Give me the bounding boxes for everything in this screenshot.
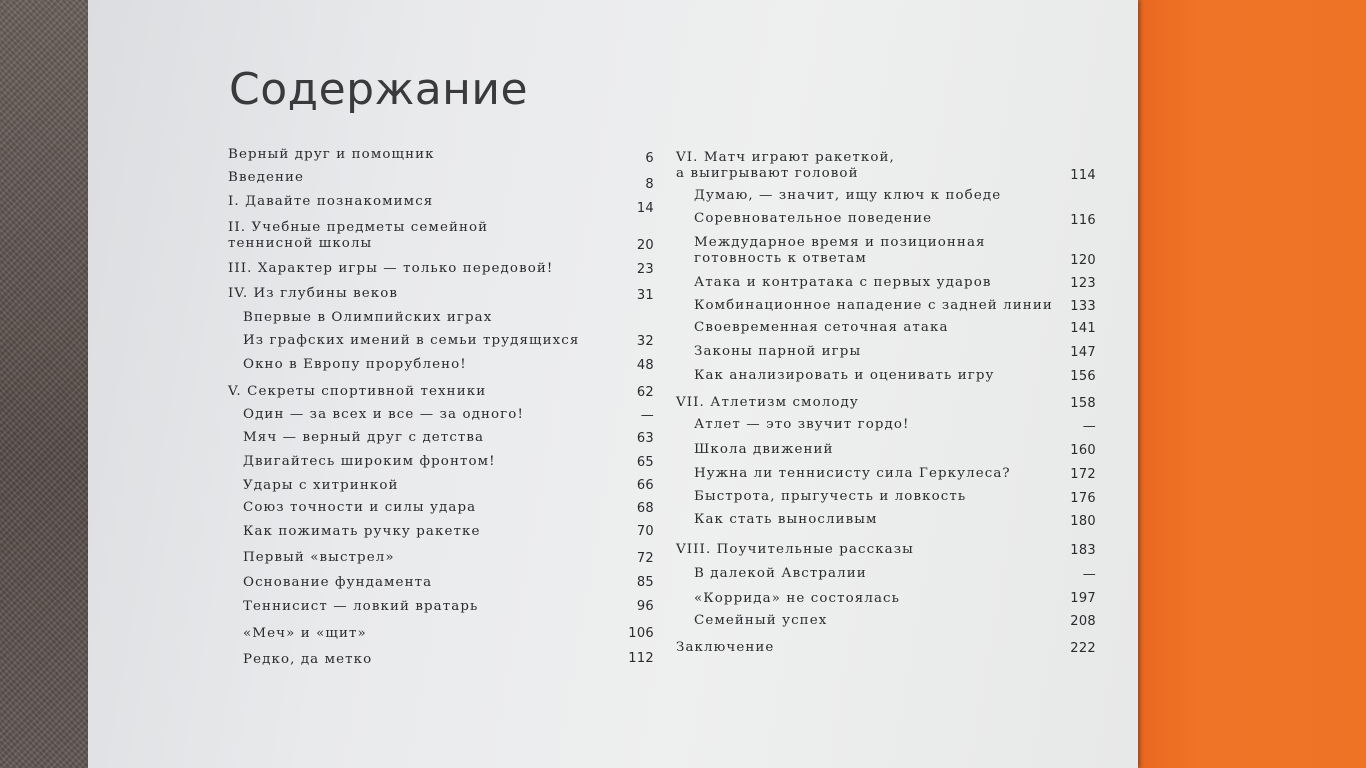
toc-page-number: 63	[636, 431, 654, 446]
toc-page-number: 147	[1070, 345, 1096, 360]
toc-entry-title: Соревновательное поведение	[694, 211, 933, 226]
toc-entry-title: Один — за всех и все — за одного!	[243, 407, 524, 422]
toc-entry-title: Теннисист — ловкий вратарь	[243, 599, 479, 614]
toc-entry-title: VIII. Поучительные рассказы	[676, 542, 914, 557]
toc-entry-title: «Коррида» не состоялась	[694, 591, 901, 606]
toc-entry-title: VII. Атлетизм смолоду	[676, 395, 859, 410]
toc-entry-title: Двигайтесь широким фронтом!	[243, 454, 496, 469]
toc-page-number: 197	[1070, 591, 1096, 606]
toc-entry-title: Как анализировать и оценивать игру	[694, 368, 995, 383]
toc-entry-title: Междударное время и позиционная	[694, 235, 986, 250]
toc-page-number: 48	[636, 358, 654, 373]
toc-page-number: 176	[1070, 491, 1096, 506]
toc-entry-title: Первый «выстрел»	[243, 550, 395, 565]
toc-page-number: 8	[645, 177, 654, 192]
toc-entry-title: В далекой Австралии	[694, 566, 867, 581]
toc-page-number: 160	[1070, 443, 1096, 458]
toc-page-number: 133	[1070, 299, 1096, 314]
toc-entry-title: Основание фундамента	[243, 575, 433, 590]
toc-entry-title: I. Давайте познакомимся	[228, 194, 434, 209]
toc-page-number: 70	[636, 524, 654, 539]
toc-entry-title: Как стать выносливым	[694, 512, 878, 527]
toc-page-number: 172	[1070, 467, 1096, 482]
toc-page-number: 85	[636, 575, 654, 590]
toc-page-number: —	[1082, 567, 1096, 582]
toc-entry-title: Комбинационное нападение с задней линии	[694, 298, 1053, 313]
fabric-background	[0, 0, 95, 768]
toc-page-number: 183	[1070, 543, 1096, 558]
toc-entry-title: IV. Из глубины веков	[228, 286, 399, 301]
toc-entry-title: Верный друг и помощник	[228, 147, 435, 162]
toc-entry-title: Думаю, — значит, ищу ключ к победе	[694, 188, 1002, 203]
toc-page-number: 14	[636, 201, 654, 216]
toc-page-number: 116	[1070, 213, 1096, 228]
toc-entry-title: Окно в Европу прорублено!	[243, 357, 467, 372]
toc-page-number: 222	[1070, 641, 1096, 656]
toc-entry-title: Атака и контратака с первых ударов	[694, 275, 992, 290]
toc-page-number: 112	[628, 651, 654, 666]
toc-entry-title: Своевременная сеточная атака	[694, 320, 949, 335]
toc-page-number: 158	[1070, 396, 1096, 411]
toc-page-number: 120	[1070, 253, 1096, 268]
toc-page-number: 156	[1070, 369, 1096, 384]
toc-entry-title: Введение	[228, 170, 305, 185]
toc-entry-title: Атлет — это звучит гордо!	[694, 417, 910, 432]
toc-page-number: 141	[1070, 321, 1096, 336]
toc-page-number: 180	[1070, 514, 1096, 529]
toc-page-number: 106	[628, 626, 654, 641]
toc-page-number: 68	[636, 501, 654, 516]
page-title: Содержание	[229, 64, 529, 115]
toc-entry-title: III. Характер игры — только передовой!	[228, 261, 554, 276]
toc-entry-title: Удары с хитринкой	[243, 478, 399, 493]
toc-page-number: 32	[636, 334, 654, 349]
toc-page-number: 6	[645, 151, 654, 166]
toc-entry-title: Заключение	[676, 640, 775, 655]
toc-entry-title: Из графских имений в семьи трудящихся	[243, 333, 580, 348]
toc-entry-title: Нужна ли теннисисту сила Геркулеса?	[694, 466, 1011, 481]
toc-page-number: 20	[636, 238, 654, 253]
toc-page-number: 62	[636, 385, 654, 400]
toc-entry-title: Быстрота, прыгучесть и ловкость	[694, 489, 967, 504]
toc-entry-title: VI. Матч играют ракеткой,	[676, 150, 895, 165]
toc-entry-title-continuation: готовность к ответам	[694, 251, 867, 266]
toc-page-number: 65	[636, 455, 654, 470]
toc-entry-title: II. Учебные предметы семейной	[228, 220, 489, 235]
toc-page-number: 31	[636, 288, 654, 303]
toc-page-number: 72	[636, 551, 654, 566]
toc-page-number: 114	[1070, 168, 1096, 183]
toc-entry-title-continuation: теннисной школы	[228, 236, 373, 251]
toc-page-number: 96	[636, 599, 654, 614]
toc-page-number: —	[1082, 419, 1096, 434]
toc-page-number: 208	[1070, 614, 1096, 629]
toc-entry-title: Законы парной игры	[694, 344, 862, 359]
toc-entry-title: Впервые в Олимпийских играх	[243, 310, 493, 325]
toc-entry-title: Семейный успех	[694, 613, 828, 628]
toc-entry-title: Как пожимать ручку ракетке	[243, 524, 481, 539]
toc-entry-title: Мяч — верный друг с детства	[243, 430, 485, 445]
toc-entry-title: Редко, да метко	[243, 652, 373, 667]
toc-entry-title: Союз точности и силы удара	[243, 500, 477, 515]
toc-page-number: —	[640, 408, 654, 423]
toc-page-number: 23	[636, 262, 654, 277]
toc-entry-title: Школа движений	[694, 442, 834, 457]
toc-page-number: 123	[1070, 276, 1096, 291]
toc-entry-title: V. Секреты спортивной техники	[228, 384, 487, 399]
toc-entry-title: «Меч» и «щит»	[243, 626, 367, 641]
toc-entry-title-continuation: а выигрывают головой	[676, 166, 859, 181]
toc-page-number: 66	[636, 478, 654, 493]
orange-cover-edge	[1128, 0, 1366, 768]
